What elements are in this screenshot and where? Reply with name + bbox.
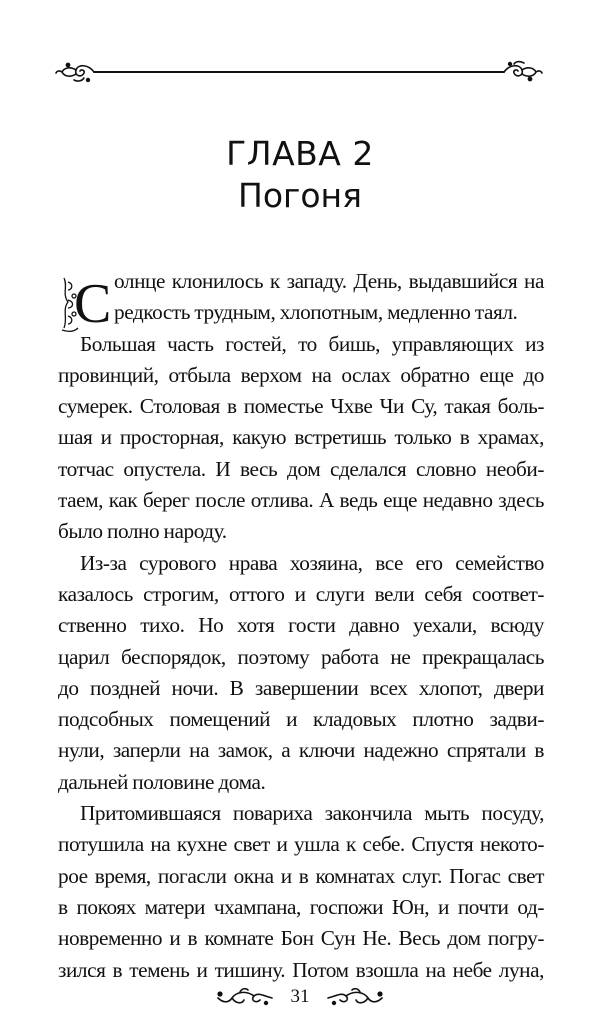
text-line: провинций, отбыла верхом на ослах обратно еще до [58, 362, 544, 387]
text-line: нули, заперли на замок, а ключи надежно спрятали в [58, 738, 544, 763]
flourish-right-icon [326, 986, 386, 1008]
text-line: дальней половине дома. [58, 769, 266, 794]
text-line: потушила на кухне свет и ушла к себе. Спустя некото- [58, 832, 544, 857]
text-line: Притомившаяся повариха закончила мыть посуду, [80, 801, 544, 826]
text-line: сумерек. Столовая в поместье Чхве Чи Су, такая боль- [58, 394, 544, 419]
chapter-title: Погоня [238, 176, 362, 215]
text-line: в покоях матери чхампана, госпожи Юн, и почти од- [58, 894, 544, 919]
text-line: шая и просторная, какую встретишь только в храмах, [58, 425, 544, 450]
chapter-label: ГЛАВА 2 [226, 134, 374, 173]
text-line: олнце клонилось к западу. День, выдавшийся на [114, 269, 544, 293]
top-ornament-rule [54, 60, 544, 84]
text-line: тотчас опустела. И весь дом сделался словно необи- [58, 456, 544, 481]
dropcap-letter: С [74, 273, 112, 334]
page-number: 31 [290, 986, 310, 1007]
text-line: редкость трудным, хлопотным, медленно таял. [114, 300, 518, 325]
flourish-icon [54, 60, 544, 84]
footer-ornament-right [326, 986, 386, 1013]
text-line: Из-за сурового нрава хозяина, все его семейство [80, 550, 544, 575]
text-line: Большая часть гостей, то бишь, управляющих из [80, 331, 544, 356]
body-text [58, 266, 544, 986]
text-line: ственно тихо. Но хотя гости давно уехали, всюду [58, 613, 544, 638]
text-line: казалось строгим, оттого и слуги вели себя соответ- [58, 581, 544, 606]
text-line: таем, как берег после отлива. А ведь еще недавно здесь [58, 488, 544, 513]
text-line: царил беспорядок, поэтому работа не прекращалась [58, 644, 544, 669]
text-line: до поздней ночи. В завершении всех хлопот, двери [58, 675, 544, 700]
text-line: подсобных помещений и кладовых плотно задви- [58, 707, 544, 732]
text-line: новременно и в комнате Бон Сун Не. Весь дом погру- [58, 926, 544, 951]
text-line: зился в темень и тишину. Потом взошла на небе луна, [58, 957, 544, 982]
text-line: было полно народу. [58, 519, 227, 544]
text-line: рое время, погасли окна и в комнатах слуг. Погас свет [58, 863, 544, 888]
